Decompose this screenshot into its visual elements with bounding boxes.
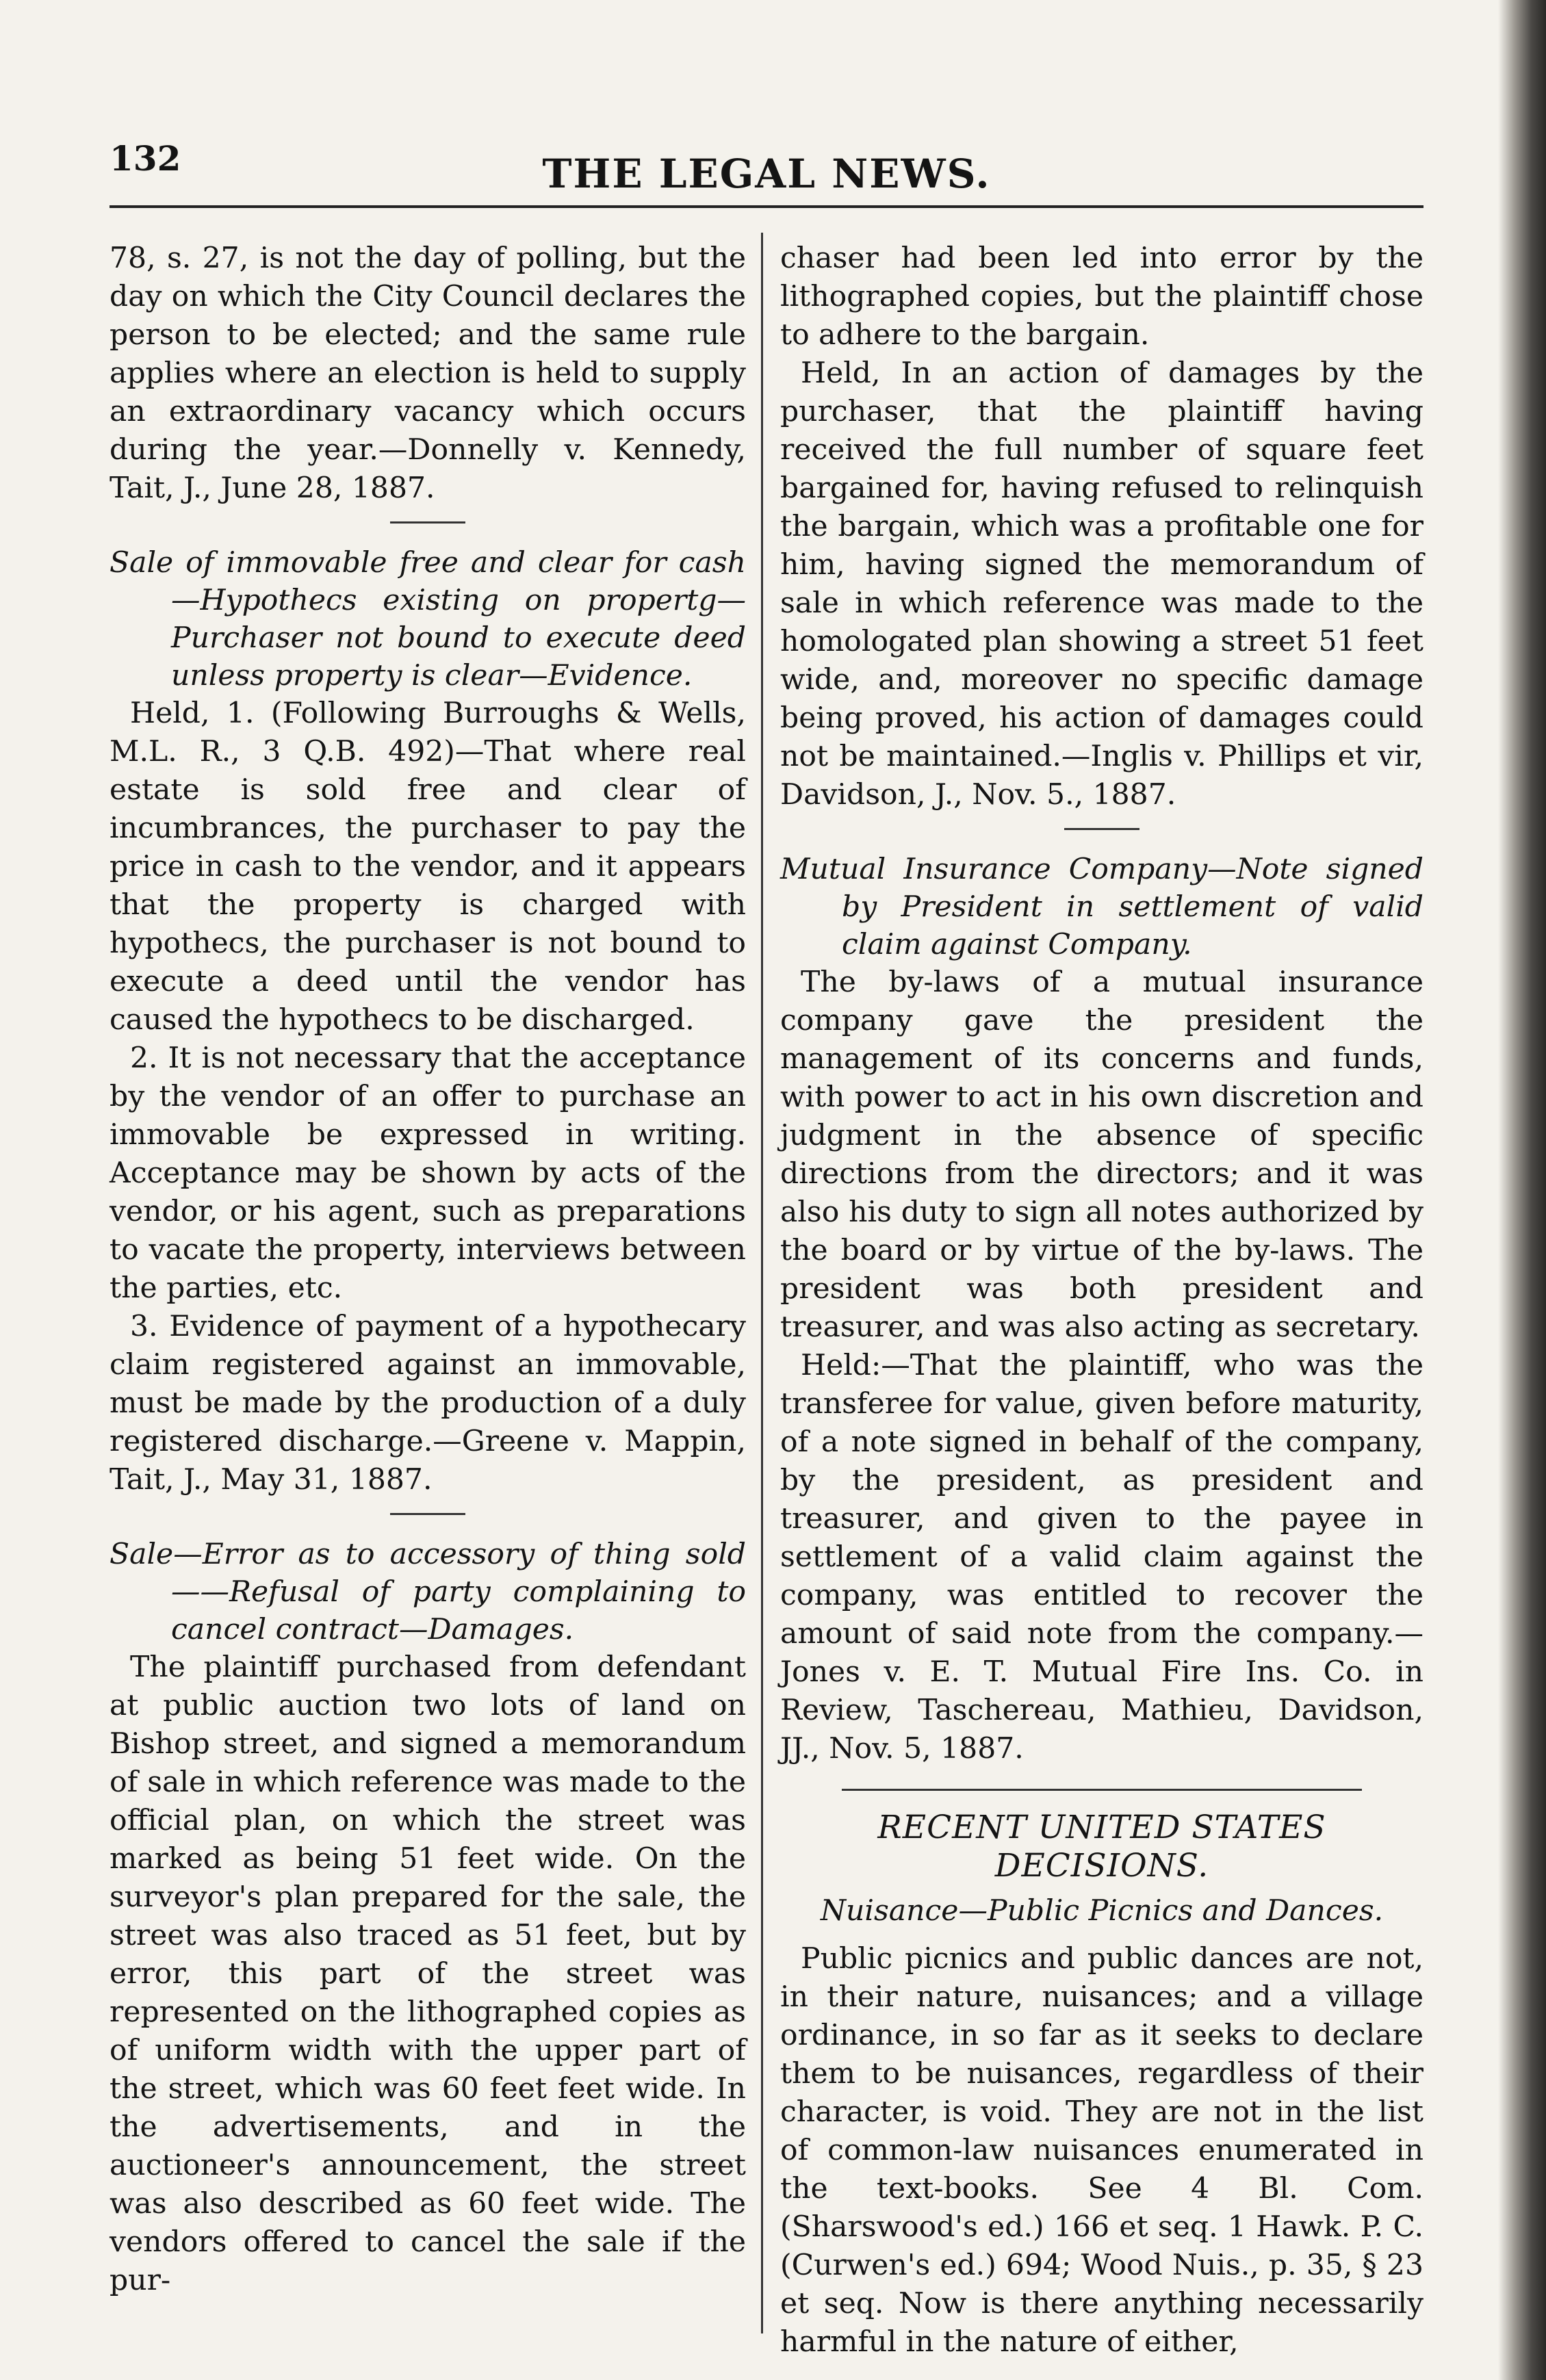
section-rule (842, 1789, 1362, 1791)
paragraph: chaser had been led into error by the lithographed copies, but the plaintiff chose to adhere to the bargain. (780, 242, 1423, 352)
headnote: Sale of immovable free and clear for cash—Hypothecs existing on propertg—Purchaser not bound to execute deed unless property is clear—Evidence. (109, 546, 746, 693)
header-rule (109, 205, 1423, 208)
short-rule (1064, 828, 1139, 830)
running-title: THE LEGAL NEWS. (542, 151, 991, 197)
headnote: Sale—Error as to accessory of thing sold——Refusal of party complaining to cancel contract—Damages. (109, 1538, 746, 1646)
headnote: Mutual Insurance Company—Note signed by President in settlement of valid claim against Company. (780, 853, 1423, 961)
page-edge-shadow (1498, 0, 1546, 2380)
paragraph: Public picnics and public dances are not, in their nature, nuisances; and a village ordinance, in so far as it seeks to declare them to be nuisances, regardless of their character, is void. They are not in the list of common-law nuisances enumerated in the text-books. See 4 Bl. Com. (Sharswood's ed.) 166 et seq. 1 Hawk. P. C. (Curwen's ed.) 694; Wood Nuis., p. 35, § 23 et seq. Now is there anything necessarily harmful in the nature of either, (780, 1942, 1423, 2359)
column-divider (761, 233, 763, 2333)
right-column (780, 240, 1423, 2362)
short-rule (390, 521, 465, 523)
paragraph: Held:—That the plaintiff, who was the transferee for value, given before maturity, of a note signed in behalf of the company, by the president, as president and treasurer, and given to the payee in settlement of a valid claim against the company, was entitled to recover the amount of said note from the company.—Jones v. E. T. Mutual Fire Ins. Co. in Review, Taschereau, Mathieu, Davidson, JJ., Nov. 5, 1887. (780, 1349, 1423, 1765)
page-header (109, 130, 1423, 205)
paragraph: Held, 1. (Following Burroughs & Wells, M.L. R., 3 Q.B. 492)—That where real estate is sold free and clear of incumbrances, the purchaser to pay the price in cash to the vendor, and it appears that the property is charged with hypothecs, the purchaser is not bound to execute a deed until the vendor has caused the hypothecs to be discharged. (109, 697, 746, 1037)
paragraph: The by-laws of a mutual insurance company gave the president the management of its concerns and funds, with power to act in his own discretion and judgment in the absence of specific directions from the directors; and it was also his duty to sign all notes authorized by the board or by virtue of the by-laws. The president was both president and treasurer, and was also acting as secretary. (780, 966, 1423, 1344)
paragraph: 3. Evidence of payment of a hypothecary claim registered against an immovable, must be made by the production of a duly registered discharge.—Greene v. Mappin, Tait, J., May 31, 1887. (109, 1310, 746, 1497)
short-rule (390, 1513, 465, 1515)
paragraph: Held, In an action of damages by the purchaser, that the plaintiff having received the full number of square feet bargained for, having refused to relinquish the bargain, which was a profitable one for him, having signed the memorandum of sale in which reference was made to the homologated plan showing a street 51 feet wide, and, moreover no specific damage being proved, his action of damages could not be maintained.—Inglis v. Phillips et vir, Davidson, J., Nov. 5., 1887. (780, 357, 1423, 812)
paragraph: The plaintiff purchased from defendant at public auction two lots of land on Bishop street, and signed a memorandum of sale in which reference was made to the official plan, on which the street was marked as being 51 feet wide. On the surveyor's plan prepared for the sale, the street was also traced as 51 feet, but by error, this part of the street was represented on the lithographed copies as of uniform width with the upper part of the street, which was 60 feet feet wide. In the advertisements, and in the auctioneer's announcement, the street was also described as 60 feet wide. The vendors offered to cancel the sale if the pur- (109, 1651, 746, 2297)
paragraph: 78, s. 27, is not the day of polling, but the day on which the City Council declares the person to be elected; and the same rule applies where an election is held to supply an extraordinary vacancy which occurs during the year.—Donnelly v. Kennedy, Tait, J., June 28, 1887. (109, 242, 746, 505)
paragraph: 2. It is not necessary that the acceptance by the vendor of an offer to purchase an immovable be expressed in writing. Acceptance may be shown by acts of the vendor, or his agent, such as preparations to vacate the property, interviews between the parties, etc. (109, 1042, 746, 1305)
left-column (109, 240, 746, 2300)
section-heading: RECENT UNITED STATES DECISIONS. (877, 1809, 1326, 1885)
page-number: 132 (109, 138, 181, 179)
subheading: Nuisance—Public Picnics and Dances. (820, 1894, 1384, 1928)
